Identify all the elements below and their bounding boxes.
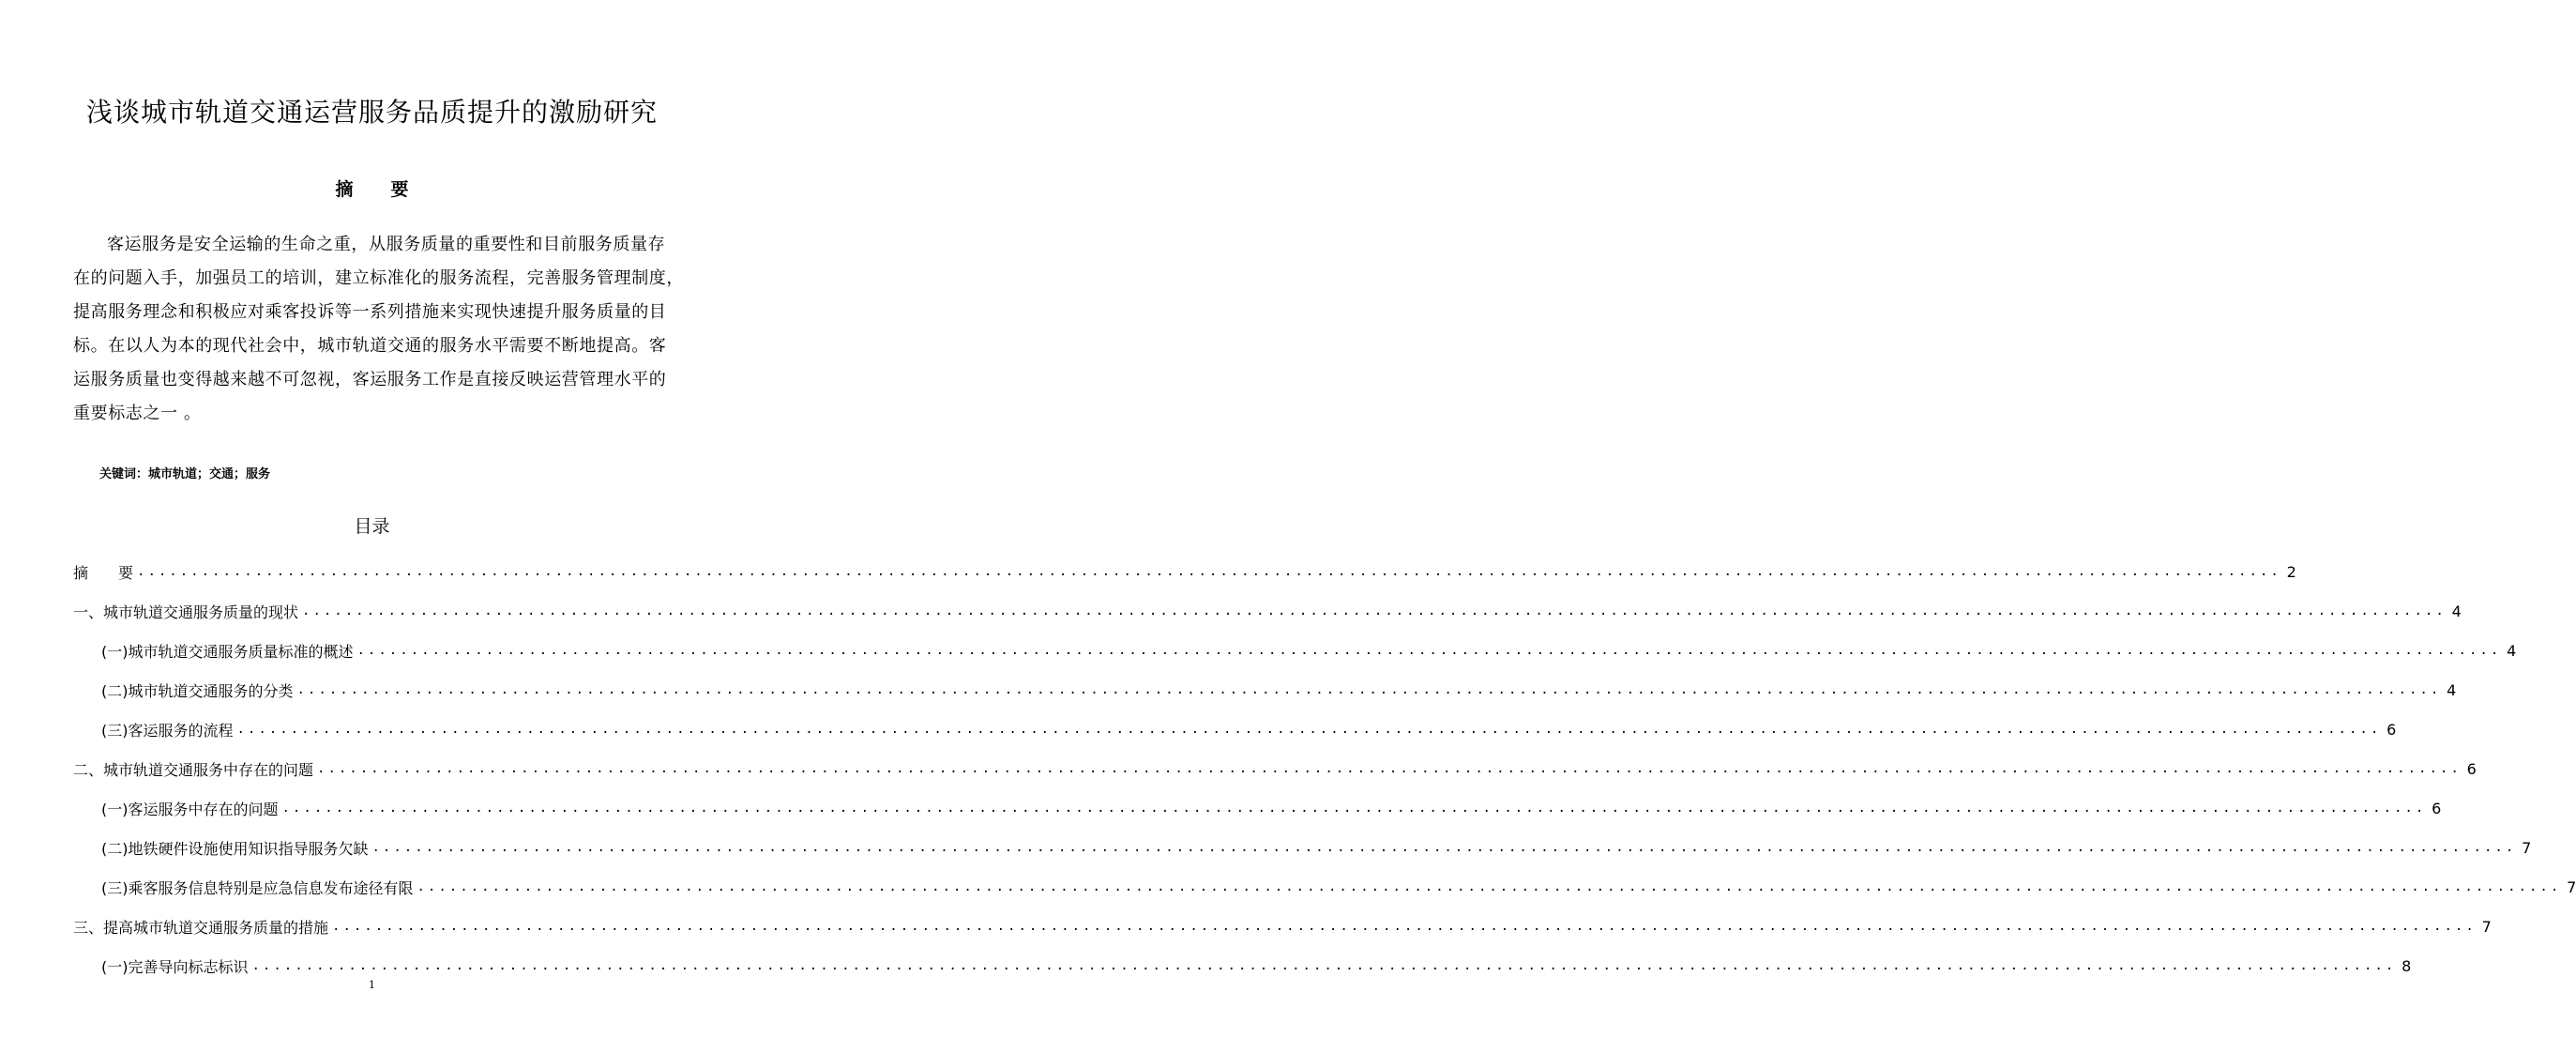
toc-entry-page: 4 (2447, 680, 2457, 699)
toc-leader-dots: ........................................................................................................................................................................................................ (281, 801, 2427, 816)
abstract-line: 客运服务是安全运输的生命之重，从服务质量的重要性和目前服务质量存 (107, 235, 666, 254)
abstract-heading-left: 摘 (335, 179, 354, 200)
abstract-body (73, 228, 684, 431)
toc-entry-page: 7 (2522, 838, 2532, 857)
toc-entry-section-2-3[interactable] (73, 867, 2576, 907)
toc-entry-section-2-1[interactable] (73, 788, 2442, 828)
page-number: 1 (369, 979, 375, 991)
toc-entry-label: 二、城市轨道交通服务中存在的问题 (73, 760, 314, 779)
toc-entry-page: 6 (2432, 799, 2442, 817)
abstract-line: 运服务质量也变得越来越不可忽视，客运服务工作是直接反映运营管理水平的 (73, 370, 667, 389)
toc-entry-label: 一、城市轨道交通服务质量的现状 (73, 603, 299, 621)
toc-leader-dots: ........................................................................................................................................................................................................ (356, 643, 2502, 658)
abstract-line: 提高服务理念和积极应对乘客投诉等一系列措施来实现快速提升服务质量的目 (73, 302, 667, 322)
toc-entry-section-2-2[interactable] (73, 828, 2532, 867)
keywords: 关键词：城市轨道；交通；服务 (99, 467, 271, 481)
toc-entry-section-1-2[interactable] (73, 670, 2457, 710)
toc-entry-label: (二)城市轨道交通服务的分类 (101, 681, 294, 700)
toc-entry-label: (一)城市轨道交通服务质量标准的概述 (101, 642, 354, 661)
toc-leader-dots: ........................................................................................................................................................................................................ (236, 722, 2382, 737)
toc-entry-section-1[interactable] (73, 591, 2462, 631)
toc-entry-section-2[interactable] (73, 749, 2477, 788)
abstract-line: 标。在以人为本的现代社会中，城市轨道交通的服务水平需要不断地提高。客 (73, 336, 667, 356)
toc-entry-page: 6 (2466, 759, 2477, 778)
toc-entry-page: 7 (2567, 878, 2576, 896)
toc-entry-section-3[interactable] (73, 907, 2492, 946)
toc-leader-dots: ........................................................................................................................................................................................................ (371, 840, 2517, 855)
toc-entry-page: 6 (2387, 720, 2397, 739)
toc-entry-page: 2 (2286, 562, 2296, 581)
toc-entry-label: 三、提高城市轨道交通服务质量的措施 (73, 918, 329, 937)
toc-leader-dots: ........................................................................................................................................................................................................ (302, 603, 2447, 618)
toc-entry-label: (二)地铁硬件设施使用知识指导服务欠缺 (101, 839, 369, 858)
toc-entry-label: (一)完善导向标志标识 (101, 957, 249, 976)
table-of-contents (73, 552, 2576, 985)
abstract-line: 在的问题入手，加强员工的培训，建立标准化的服务流程，完善服务管理制度， (73, 268, 684, 288)
abstract-heading (0, 176, 744, 203)
toc-entry-abstract[interactable] (73, 552, 2296, 591)
document-title: 浅谈城市轨道交通运营服务品质提升的激励研究 (85, 97, 658, 128)
toc-leader-dots: ........................................................................................................................................................................................................ (417, 879, 2562, 894)
toc-entry-page: 7 (2481, 917, 2492, 936)
toc-entry-label: (一)客运服务中存在的问题 (101, 800, 279, 818)
toc-leader-dots: ........................................................................................................................................................................................................ (251, 958, 2397, 973)
toc-leader-dots: ........................................................................................................................................................................................................ (332, 919, 2477, 934)
toc-leader-dots: ........................................................................................................................................................................................................ (317, 761, 2462, 776)
toc-entry-section-1-3[interactable] (73, 710, 2397, 749)
toc-entry-label: 摘 要 (73, 563, 134, 582)
toc-entry-page: 8 (2402, 956, 2412, 975)
toc-leader-dots: ........................................................................................................................................................................................................ (296, 682, 2442, 697)
toc-entry-section-1-1[interactable] (73, 631, 2517, 670)
toc-entry-label: (三)客运服务的流程 (101, 721, 234, 740)
toc-leader-dots: ........................................................................................................................................................................................................ (137, 564, 2281, 579)
abstract-heading-right: 要 (390, 179, 409, 200)
abstract-line: 重要标志之一 。 (73, 404, 202, 423)
toc-entry-label: (三)乘客服务信息特别是应急信息发布途径有限 (101, 878, 414, 897)
toc-title: 目录 (354, 516, 390, 537)
toc-entry-page: 4 (2451, 602, 2462, 620)
toc-entry-page: 4 (2507, 641, 2517, 660)
